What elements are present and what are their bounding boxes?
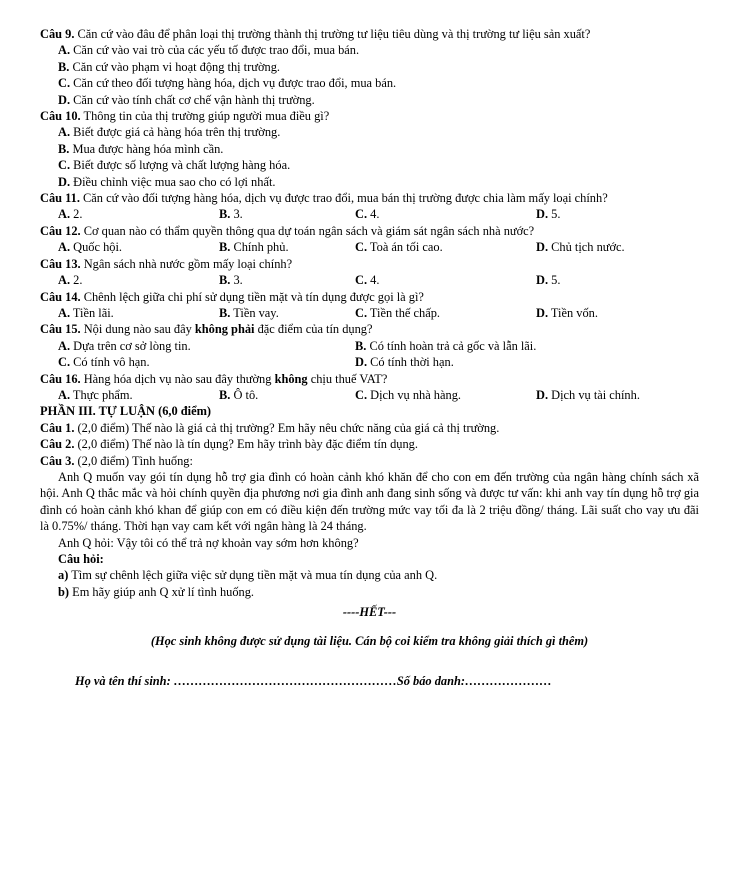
question-label: Câu 12. [40, 223, 81, 238]
multiple-choice-section [40, 26, 699, 321]
option-a: A. 2. [58, 207, 83, 222]
options-row [58, 206, 699, 222]
option-b: B. Căn cứ vào phạm vi hoạt động thị trường. [58, 59, 281, 74]
question-text: Căn cứ vào đâu để phân loại thị trường thành thị trường tư liệu tiêu dùng và thị trường tư liệu sản xuất? [74, 27, 591, 41]
question-emphasis: không [274, 371, 308, 386]
option-c: C. Toà án tối cao. [355, 240, 443, 255]
essay-question-3 [40, 453, 699, 469]
question-label: Câu 10. [40, 109, 81, 124]
options-row [58, 239, 699, 255]
question-13 [40, 256, 699, 272]
option-c: C. Có tính vô hạn. [58, 355, 150, 370]
options-row [58, 338, 699, 354]
option-a: A. Thực phẩm. [58, 387, 133, 402]
option-d: D. Chủ tịch nước. [536, 240, 625, 255]
sub-question-b: b) Em hãy giúp anh Q xử lí tình huống. [58, 584, 255, 599]
question-14 [40, 289, 699, 305]
question-text: Chênh lệch giữa chi phí sử dụng tiền mặt và tín dụng được gọi là gì? [80, 289, 424, 304]
end-marker: ----HẾT--- [342, 605, 397, 620]
option-d: D. Căn cứ vào tính chất cơ chế vận hành thị trường. [58, 92, 315, 107]
question-label: Câu 13. [40, 256, 81, 271]
options-row [58, 272, 699, 288]
question-text: Hàng hóa dịch vụ nào sau đây thường [80, 371, 275, 386]
situation-paragraph: Anh Q muốn vay gói tín dụng hỗ trợ gia đình có hoàn cảnh khó khăn để cho con em đến trường của ngân hàng chính sách xã hội. Anh Q thắc mắc và hỏi chính quyền địa phương nơi gia đình anh đang sinh sống và được tư vấn: khi anh vay tín dụng hỗ trợ gia đình có hoàn cảnh khó khan để giúp con em có điều kiện đến trường mức vay tối đa là 2 triệu đồng/ tháng. Lãi suất cho vay ưu đãi là 0.75%/ tháng. Thời hạn vay cam kết với ngân hàng là 24 tháng. [40, 469, 699, 534]
option-c: C. Tiền thế chấp. [355, 305, 441, 320]
option-b: B. 3. [219, 273, 243, 288]
question-text: Ngân sách nhà nước gồm mấy loại chính? [80, 256, 293, 271]
exam-note: (Học sinh không được sử dụng tài liệu. Cán bộ coi kiểm tra không giải thích gì thêm) [150, 634, 589, 649]
question-emphasis: không phải [194, 322, 255, 337]
question-text: Thông tin của thị trường giúp người mua điều gì? [80, 109, 330, 124]
question-12 [40, 223, 699, 239]
question-text: chịu thuế VAT? [307, 371, 388, 386]
option-c: C. Biết được số lượng và chất lượng hàng hóa. [58, 158, 291, 173]
question-text: đặc điểm của tín dụng? [254, 322, 373, 337]
candidate-info-line: Họ và tên thí sinh: ………………………………………………Số báo danh:………………… [75, 674, 552, 689]
option-c: C. 4. [355, 273, 380, 288]
option-d: D. Tiền vốn. [536, 305, 598, 320]
question-11 [40, 190, 699, 206]
sub-question-a: a) Tìm sự chênh lệch giữa việc sử dụng tiền mặt và mua tín dụng của anh Q. [58, 568, 438, 583]
question-label: Câu 9. [40, 27, 75, 41]
option-a: A. Quốc hội. [58, 240, 123, 255]
option-a: A. 2. [58, 273, 83, 288]
question-label: Câu 3. [40, 453, 75, 468]
question-15 [40, 321, 699, 337]
essay-question-1 [40, 420, 699, 436]
option-d: D. Điều chỉnh việc mua sao cho có lợi nhất. [58, 174, 276, 189]
option-d: D. 5. [536, 273, 561, 288]
option-c: C. 4. [355, 207, 380, 222]
question-label: Câu 14. [40, 289, 81, 304]
option-b: B. 3. [219, 207, 243, 222]
options-row [58, 354, 699, 370]
question-text: (2,0 điểm) Tình huống: [74, 453, 193, 468]
option-c: C. Dịch vụ nhà hàng. [355, 387, 461, 402]
question-label: Câu 15. [40, 322, 81, 337]
option-b: B. Có tính hoàn trả cả gốc và lẫn lãi. [355, 338, 537, 353]
question-label: Câu 1. [40, 420, 75, 435]
options-row [58, 387, 699, 403]
question-text: Nội dung nào sau đây [80, 322, 195, 337]
option-a: A. Căn cứ vào vai trò của các yếu tố được trao đổi, mua bán. [58, 43, 360, 58]
question-text: Căn cứ vào đối tượng hàng hóa, dịch vụ được trao đổi, mua bán thị trường được chia làm mấy loại chính? [79, 191, 608, 206]
essay-question-2 [40, 436, 699, 452]
section-title: PHẦN III. TỰ LUẬN (6,0 điểm) [40, 404, 212, 419]
question-9 [40, 26, 699, 42]
question-label: Câu 16. [40, 371, 81, 386]
question-text: Cơ quan nào có thẩm quyền thông qua dự toán ngân sách và giám sát ngân sách nhà nước? [80, 223, 535, 238]
question-label: Câu 2. [40, 437, 75, 452]
option-d: D. Có tính thời hạn. [355, 355, 454, 370]
option-a: A. Biết được giá cả hàng hóa trên thị trường. [58, 125, 281, 140]
option-d: D. 5. [536, 207, 561, 222]
option-b: B. Tiền vay. [219, 305, 279, 320]
question-10 [40, 108, 699, 124]
situation-ask: Anh Q hỏi: Vậy tôi có thể trả nợ khoản vay sớm hơn không? [58, 535, 359, 550]
option-c: C. Căn cứ theo đối tượng hàng hóa, dịch vụ được trao đổi, mua bán. [58, 76, 397, 91]
question-text: (2,0 điểm) Thế nào là giá cả thị trường? Em hãy nêu chức năng của giá cả thị trường. [74, 420, 500, 435]
option-a: A. Dựa trên cơ sở lòng tin. [58, 338, 191, 353]
option-d: D. Dịch vụ tài chính. [536, 387, 640, 402]
option-b: B. Ô tô. [219, 387, 259, 402]
option-a: A. Tiền lãi. [58, 305, 114, 320]
options-row [58, 305, 699, 321]
question-16 [40, 371, 699, 387]
question-text: (2,0 điểm) Thế nào là tín dụng? Em hãy trình bày đặc điểm tín dụng. [74, 437, 418, 452]
question-label: Câu 11. [40, 191, 80, 206]
option-b: B. Mua được hàng hóa mình cần. [58, 141, 224, 156]
option-b: B. Chính phủ. [219, 240, 289, 255]
sub-questions-title: Câu hỏi: [58, 552, 104, 566]
